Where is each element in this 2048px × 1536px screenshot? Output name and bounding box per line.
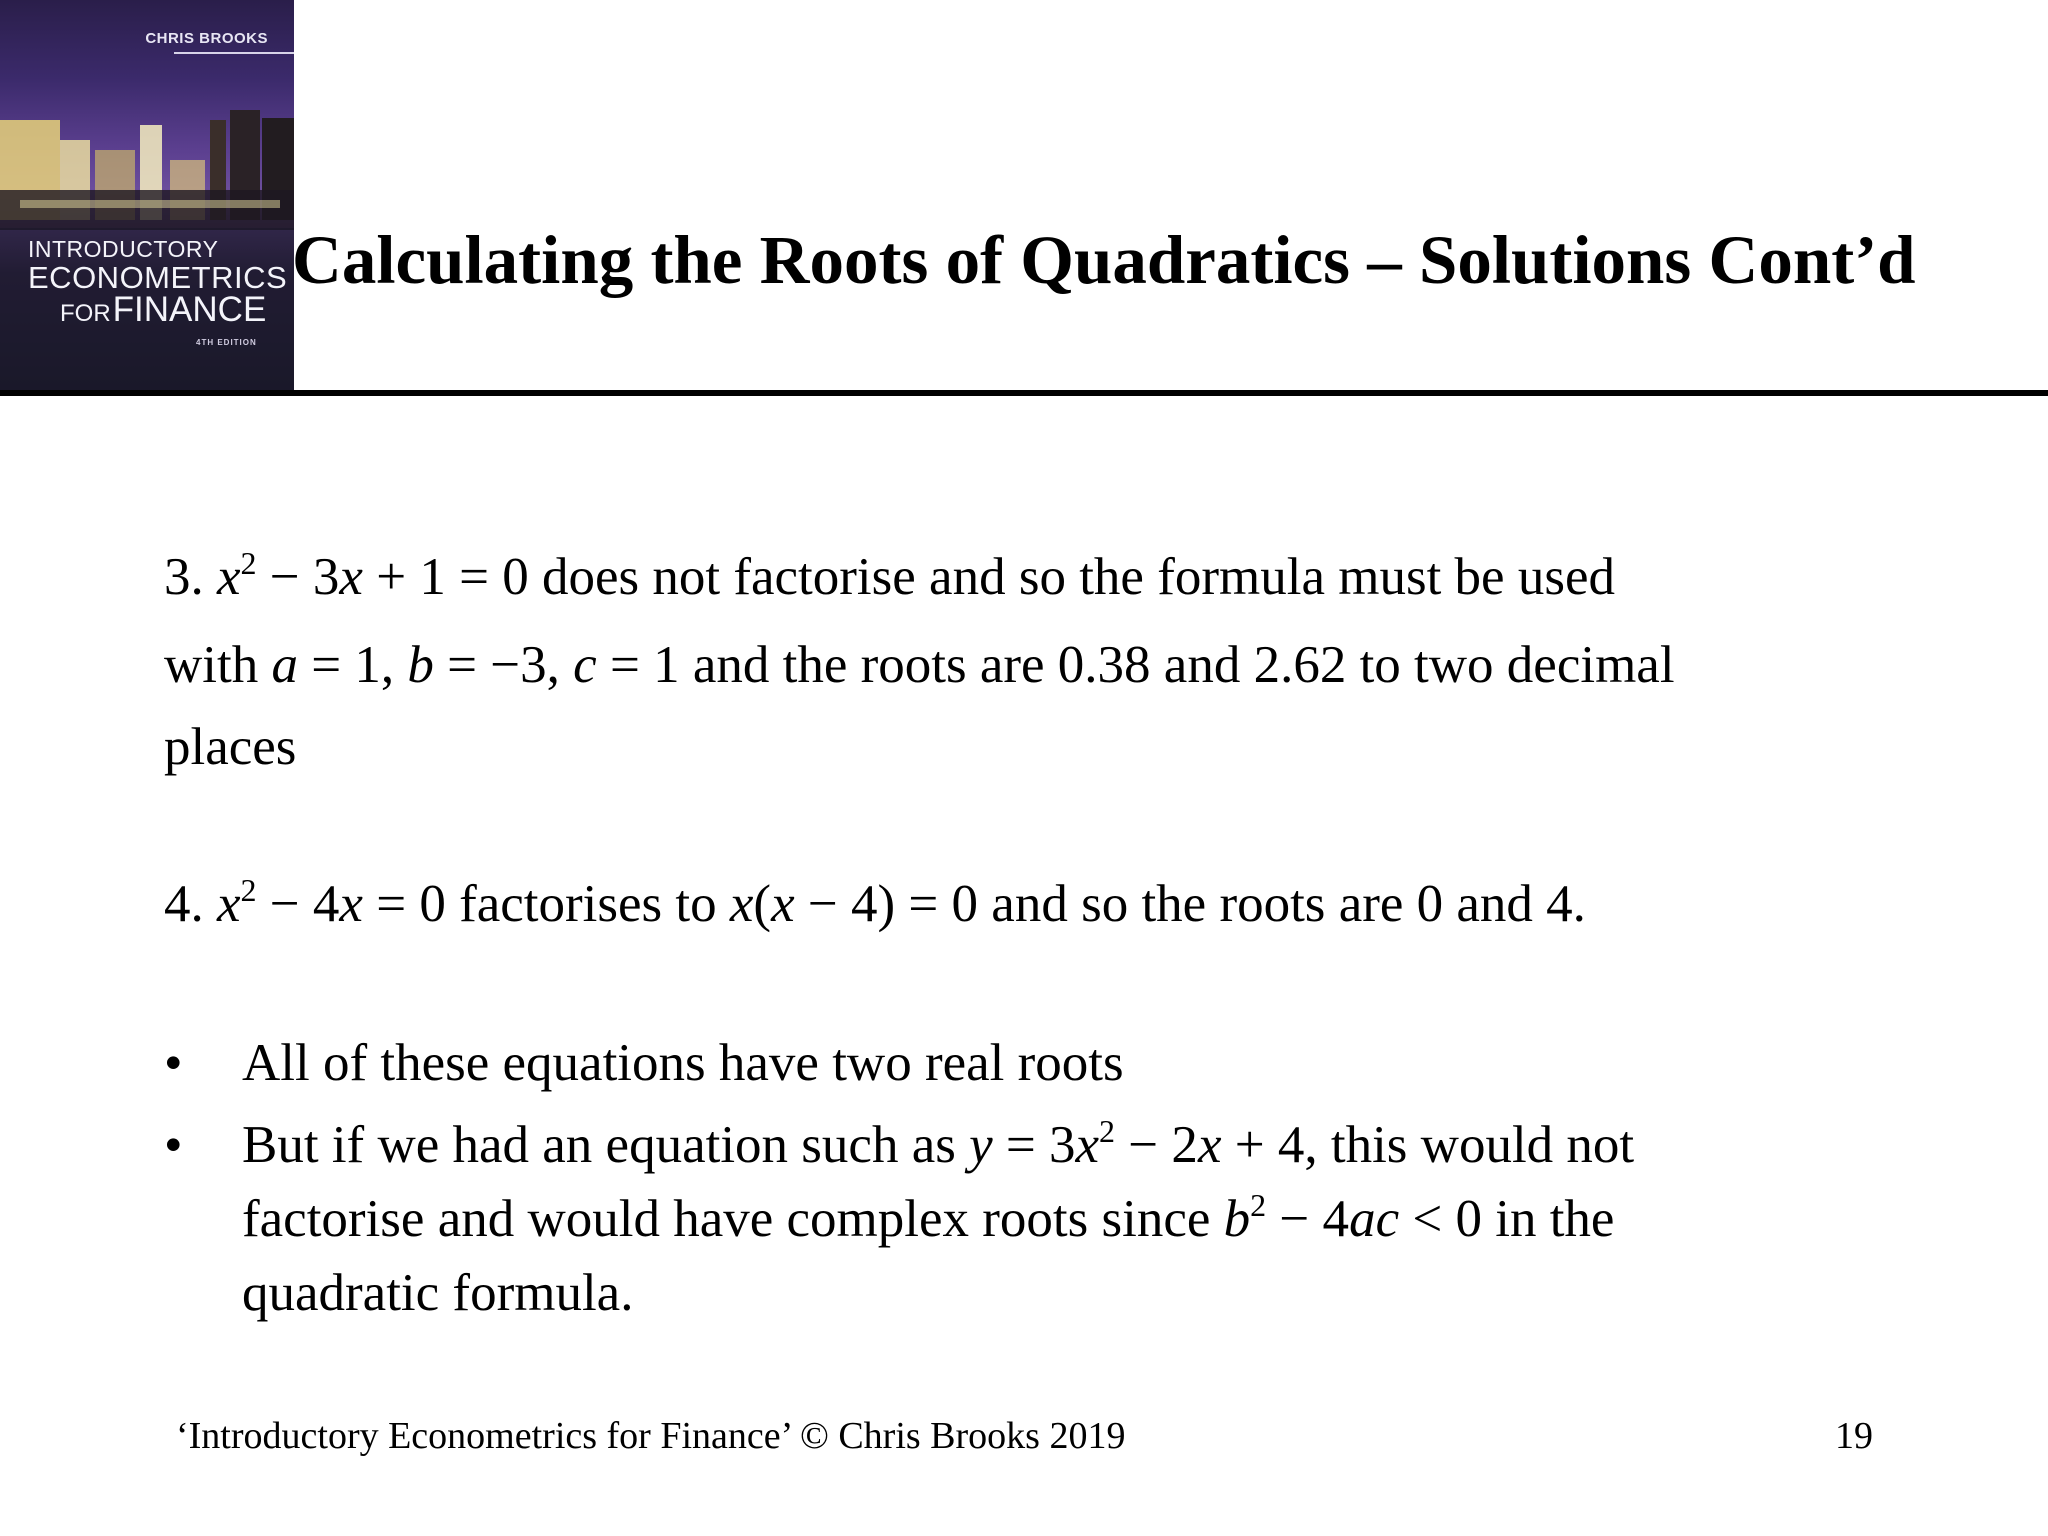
cover-title-line-3 [60, 290, 266, 330]
slide-title: Calculating the Roots of Quadratics – Solutions Cont’d [292, 222, 1916, 298]
city-skyline-image [0, 0, 294, 392]
cover-title-line-1: INTRODUCTORY [28, 236, 219, 262]
cover-title-line-2: ECONOMETRICS [28, 260, 288, 295]
cover-author: CHRIS BROOKS [145, 30, 268, 47]
footer-copyright: ‘Introductory Econometrics for Finance’ © Chris Brooks 2019 [176, 1415, 1126, 1457]
bullet-list [164, 1029, 2004, 1341]
item-4: 4. $x^2 - 4x = 0$ factorises to x(x − 4) = 0 and so the roots are 0 and 4. [164, 872, 1586, 933]
bullet-marker: • [164, 1116, 183, 1174]
bullet-marker: • [164, 1034, 183, 1092]
cover-author-rule [174, 52, 294, 54]
item-3-line-3: places [164, 718, 297, 776]
item-3-line-1: 3. $x^2 - 3x + 1 = 0$ does not factorise and so the formula must be used [164, 545, 1615, 606]
page-number: 19 [1835, 1415, 1873, 1457]
cover-title-finance: FINANCE [112, 290, 267, 329]
cover-edition: 4TH EDITION [196, 338, 257, 347]
bullet-item-complex-roots [164, 1111, 2004, 1327]
bullet-2-line-1: But if we had an equation such as $y = 3x^2 - 2x + 4$, this would not [242, 1113, 1635, 1174]
bullet-2-line-3: quadratic formula. [242, 1264, 634, 1322]
header-divider [0, 390, 2048, 396]
item-3-line-2: with a = 1, b = −3, c = 1 and the roots are 0.38 and 2.62 to two decimal [164, 636, 1675, 694]
book-cover [0, 0, 294, 392]
bullet-item-real-roots: • All of these equations have two real roots [164, 1029, 2004, 1097]
bullet-2-line-2: factorise and would have complex roots since $b^2 - 4ac < 0$ in the [242, 1187, 1615, 1248]
item-3 [164, 536, 2004, 788]
cover-title-for: FOR [60, 300, 111, 327]
